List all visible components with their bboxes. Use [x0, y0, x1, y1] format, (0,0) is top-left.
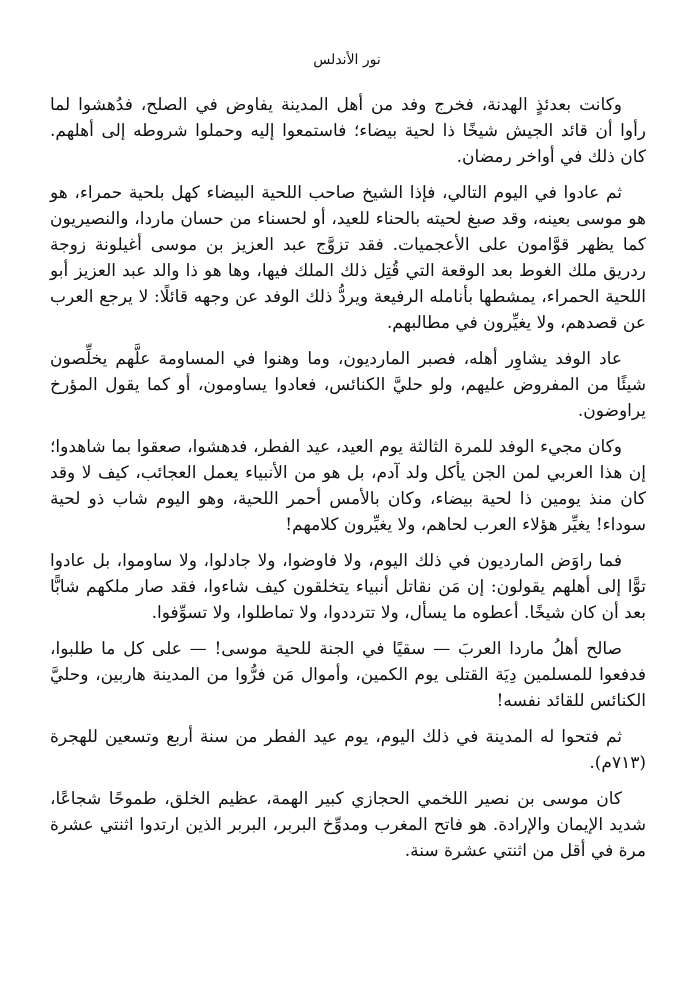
paragraph-3: عاد الوفد يشاوِر أهله، فصبر المارديون، وما وهنوا في المساومة علَّهم يخلِّصون شيئًا من المفروض عليهم، ولو حليَّ الكنائس، فعادوا يساومون، أو كما يقول المؤرخ يراوضون.	[50, 349, 646, 421]
paragraph-4: وكان مجيء الوفد للمرة الثالثة يوم العيد، عيد الفطر، فدهشوا، صعقوا بما شاهدوا؛ إن هذا العربي لمن الجن يأكل ولد آدم، بل هو من الأنبياء يعمل العجائب، كيف لا وقد كان منذ يومين ذا لحية بيضاء، وكان بالأمس أحمر اللحية، وهو اليوم شاب ذو لحية سوداء! يغيِّر هؤلاء العرب لحاهم، ولا يغيِّرون كلامهم!	[50, 437, 646, 535]
paragraph-5: فما راوَض المارديون في ذلك اليوم، ولا فاوضوا، ولا جادلوا، ولا ساوموا، بل عادوا توًّا إلى أهلهم يقولون: إن مَن نقاتل أنبياء يتخلقون كيف شاءوا، فقد صار ملكهم شابًّا بعد أن كان شيخًا. أعطوه ما يسأل، ولا تترددوا، ولا تماطلوا، ولا تسوِّفوا.	[50, 551, 646, 623]
running-header: نور الأندلس	[313, 52, 381, 68]
body-text	[50, 92, 646, 874]
paragraph-1: وكانت بعدئذٍ الهدنة، فخرج وفد من أهل المدينة يفاوض في الصلح، فدُهشوا لما رأوا أن قائد الجيش شيخًا ذا لحية بيضاء؛ فاستمعوا إليه وحملوا شروطه إلى أهلهم. كان ذلك في أواخر رمضان.	[50, 95, 646, 167]
paragraph-6: صالح أهلُ ماردا العربَ — سقيًا في الجنة للحية موسى! — على كل ما طلبوا، فدفعوا للمسلمين دِيَة القتلى يوم الكمين، وأموال مَن فرُّوا من المدينة هاربين، وحليَّ الكنائس للقائد نفسه!	[50, 639, 646, 711]
paragraph-2: ثم عادوا في اليوم التالي، فإذا الشيخ صاحب اللحية البيضاء كهل بلحية حمراء، هو هو موسى بعينه، وقد صبغ لحيته بالحناء للعيد، أو لحسناء من حسان ماردا، والنصيريون كما يظهر قوَّامون على الأعجميات. فقد تزوَّج عبد العزيز بن موسى أغيلونة زوجة ردريق ملك الغوط بعد الوقعة التي قُتِل ذلك الملك فيها، وها هو ذا والد عبد العزيز أبو اللحية الحمراء، يمشطها بأنامله الرفيعة ويردُّ ذلك الوفد عن وجهه قائلًا: لا يرجع العرب عن قصدهم، ولا يغيِّرون في مطالبهم.	[50, 183, 646, 333]
paragraph-8: كان موسى بن نصير اللخمي الحجازي كبير الهمة، عظيم الخلق، طموحًا شجاعًا، شديد الإيمان والإرادة. هو فاتح المغرب ومدوِّخ البربر، البربر الذين ارتدوا اثنتي عشرة مرة في أقل من اثنتي عشرة سنة.	[50, 789, 646, 861]
paragraph-7: ثم فتحوا له المدينة في ذلك اليوم، يوم عيد الفطر من سنة أربع وتسعين للهجرة (٧١٣م).	[50, 727, 646, 773]
